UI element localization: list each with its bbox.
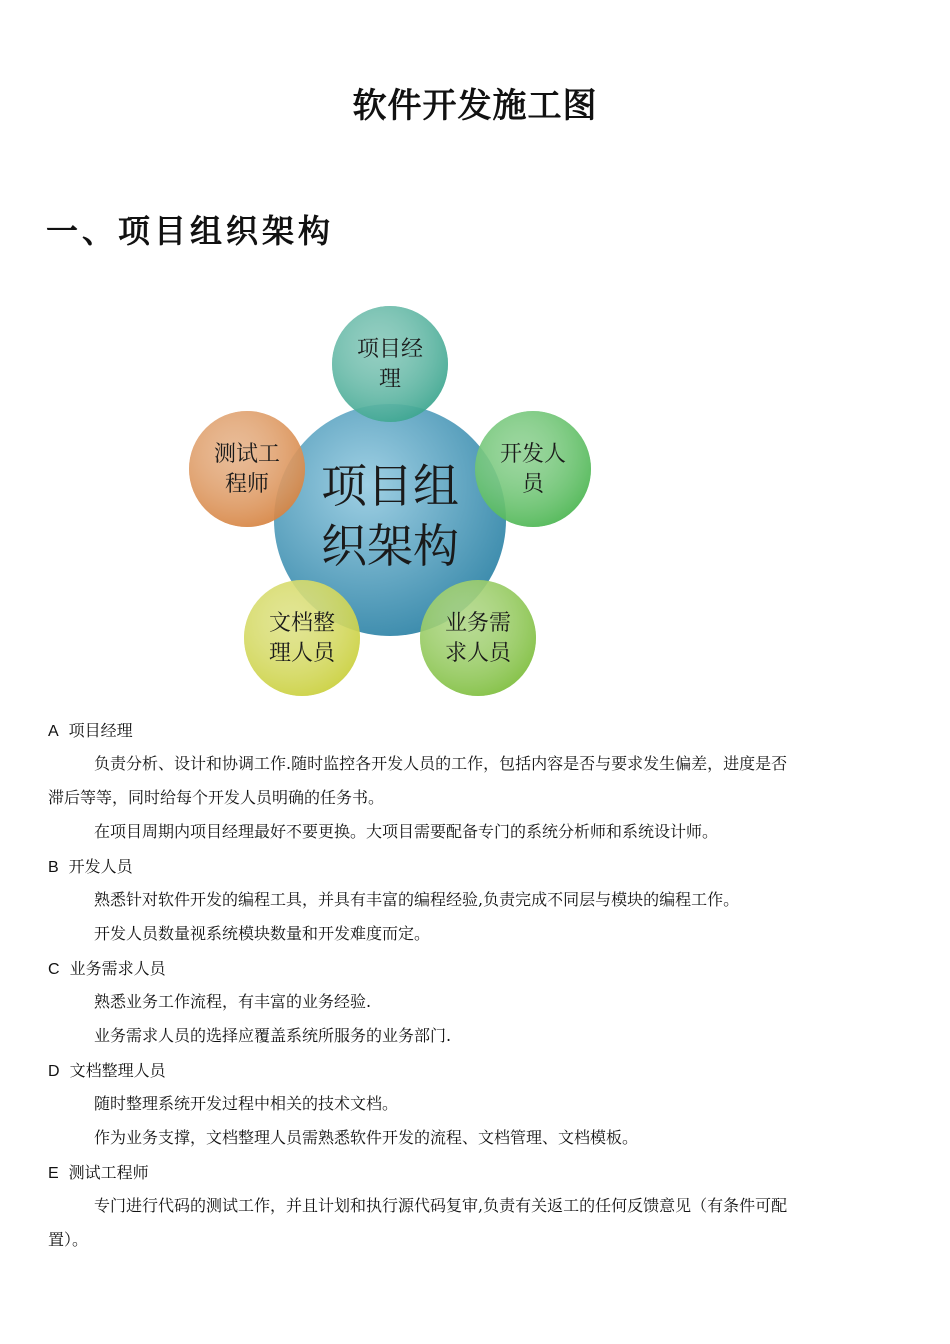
role-paragraph (48, 780, 908, 816)
role-title: 测试工程师 (68, 1163, 149, 1182)
paragraph-text: 滞后等等，同时给每个开发人员明确的任务书。 (48, 788, 385, 807)
node-highlight-project-manager (332, 306, 448, 422)
node-highlight-documentation (244, 580, 360, 696)
role-paragraph (48, 1222, 908, 1258)
node-label-project-manager-line2: 理 (378, 367, 402, 392)
role-letter: E (48, 1165, 59, 1182)
role-letter: D (48, 1063, 60, 1080)
role-title: 业务需求人员 (69, 959, 166, 978)
node-label-business-analyst-line1: 业务需 (444, 611, 512, 636)
section-heading: 一、项目组织架构 (46, 212, 335, 250)
node-label-developer-line2: 员 (521, 472, 545, 497)
document-title: 软件开发施工图 (352, 86, 598, 126)
node-label-developer-line1: 开发人 (499, 442, 567, 467)
paragraph-text: 开发人员数量视系统模块数量和开发难度而定。 (94, 924, 431, 943)
paragraph-text: 负责分析、设计和协调工作.随时监控各开发人员的工作，包括内容是否与要求发生偏差，进度是否 (94, 754, 788, 773)
node-label-test-engineer-line2: 程师 (224, 472, 270, 497)
role-title: 项目经理 (68, 721, 133, 740)
role-paragraph (48, 1120, 908, 1156)
paragraph-text: 熟悉业务工作流程，有丰富的业务经验. (94, 992, 372, 1011)
org-chart-diagram (0, 290, 950, 710)
center-label-line2: 织架构 (321, 519, 459, 573)
role-heading (48, 956, 166, 979)
role-paragraph (48, 1018, 908, 1054)
paragraph-text: 随时整理系统开发过程中相关的技术文档。 (94, 1094, 399, 1113)
node-label-documentation-line1: 文档整 (268, 611, 336, 636)
role-title: 文档整理人员 (69, 1061, 166, 1080)
paragraph-text: 在项目周期内项目经理最好不要更换。大项目需要配备专门的系统分析师和系统设计师。 (94, 822, 719, 841)
node-label-test-engineer-line1: 测试工 (213, 442, 281, 467)
paragraph-text: 熟悉针对软件开发的编程工具，并具有丰富的编程经验,负责完成不同层与模块的编程工作。 (94, 890, 740, 909)
paragraph-text: 作为业务支撑，文档整理人员需熟悉软件开发的流程、文档管理、文档模板。 (94, 1128, 639, 1147)
role-heading (48, 1058, 166, 1081)
role-letter: A (48, 723, 59, 740)
role-paragraph (48, 882, 908, 918)
role-title: 开发人员 (68, 857, 133, 876)
node-label-project-manager-line1: 项目经 (356, 337, 424, 362)
node-label-documentation-line2: 理人员 (268, 641, 336, 666)
paragraph-text: 专门进行代码的测试工作，并且计划和执行源代码复审,负责有关返工的任何反馈意见（有条件可配 (94, 1196, 788, 1215)
role-heading (48, 718, 133, 741)
role-paragraph (48, 984, 908, 1020)
role-paragraph (48, 1086, 908, 1122)
node-highlight-developer (475, 411, 591, 527)
role-heading (48, 1160, 149, 1183)
role-heading (48, 854, 133, 877)
role-paragraph (48, 916, 908, 952)
node-highlight-business-analyst (420, 580, 536, 696)
role-paragraph (48, 1188, 908, 1224)
paragraph-text: 置）。 (48, 1230, 89, 1249)
node-highlight-test-engineer (189, 411, 305, 527)
node-label-business-analyst-line2: 求人员 (444, 641, 512, 666)
paragraph-text: 业务需求人员的选择应覆盖系统所服务的业务部门. (94, 1026, 452, 1045)
role-letter: C (48, 961, 60, 978)
center-label-line1: 项目组 (321, 459, 459, 513)
role-paragraph (48, 814, 908, 850)
role-paragraph (48, 746, 908, 782)
role-letter: B (48, 859, 59, 876)
